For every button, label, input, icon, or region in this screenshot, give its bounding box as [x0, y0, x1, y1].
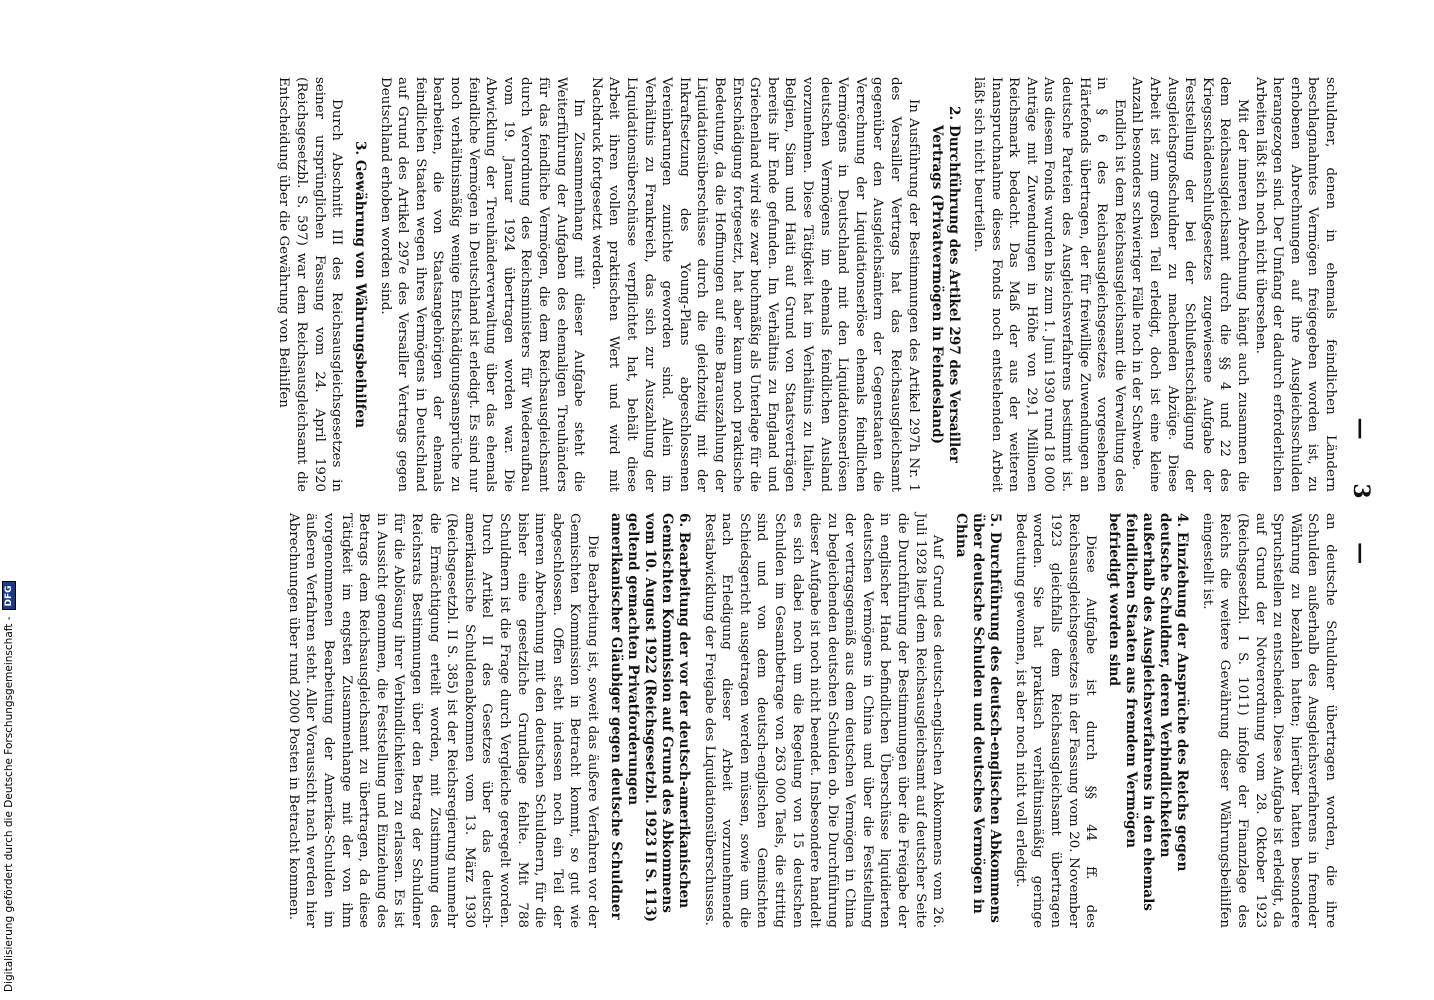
section-heading-2: 2. Durchführung des Artikel 297 des Versailler Vertrags (Privatvermögen in Feindesland): [928, 106, 962, 463]
paragraph: an deutsche Schuldner übertragen worden, die ihre Schulden außerhalb des Ausgleichsverfahrens in fremder Währung zu bezahlen hatten; hierüber hatten besondere Spruchstellen zu entscheiden. Diese Aufgabe ist erledigt, da auf Grund der Notverordnung vom 28. Oktober 1923 (Reichsgesetzbl. I S. 1011) infolge der Finanzlage des Reichs die weitere Gewährung dieser Währungsbeihilfen eingestellt ist.: [1199, 513, 1338, 928]
paragraph: Mit der inneren Abrechnung hängt auch zusammen die dem Reichsausgleichsamt durch die §§ 4 und 22 des Kriegsschädenschlußgesetzes zugewiesene Aufgabe der Feststellung der bei der Schlußentschädigung der Ausgleichsgroßschuldner zu machenden Abzüge. Diese Arbeit ist zum großen Teil erledigt, doch ist eine kleine Anzahl besonders schwieriger Fälle noch in der Schwebe.: [1129, 77, 1251, 492]
left-column: [199, 77, 1339, 492]
paragraph: schuldner, denen in ehemals feindlichen Ländern beschlagnahmtes Vermögen freigegeben worden ist, zu erhobenen Abrechnungen auf ihre Ausgleichsschulden herangezogen sind. Der Umfang der dadurch erforderlichen Arbeiten läßt sich noch nicht übersehen.: [1252, 77, 1338, 492]
section-heading-5: 5. Durchführung des deutsch-englischen Abkommens über deutsche Schulden und deutsches Vermögen in China: [953, 513, 1004, 923]
paragraph: Endlich ist dem Reichsausgleichsamt die Verwaltung des in § 6 des Reichsausgleichsgesetzes vorgesehenen Härtefonds übertragen, der für freiwillige Zuwendungen an deutsche Parteien des Ausgleichsverfahrens bestimmt ist. Aus diesem Fonds wurden bis zum 1. Juni 1930 rund 18 000 Anträge mit Zuwendungen in Höhe von 29,1 Millionen Reichsmark bedacht. Das Maß der aus der weiteren Inanspruchnahme dieses Fonds noch entstehenden Arbeit läßt sich nicht beurteilen.: [971, 77, 1127, 492]
page-number: — 3 —: [1348, 417, 1374, 583]
paragraph: Diese Aufgabe ist durch §§ 44 ff. des Reichsausgleichsgesetzes in der Fassung vom 20. November 1923 gleichfalls dem Reichsausgleichsamt übertragen worden. Sie hat praktisch verhältnismäßig geringe Bedeutung gewonnen, ist aber noch nicht voll erledigt.: [1012, 513, 1099, 928]
paragraph: Durch Abschnitt III des Reichsausgleichsgesetzes in seiner ursprünglichen Fassung vom 24. April 1920 (Reichsgesetzbl. S. 597) war dem Reichsausgleichsamt die Entscheidung über die Gewährung von Beihilfen: [276, 77, 345, 492]
right-column: [199, 513, 1339, 928]
paragraph: Die Bearbeitung ist, soweit das äußere Verfahren vor der Gemischten Kommission in Betracht kommt, so gut wie abgeschlossen. Offen steht indessen noch ein Teil der inneren Abrechnung mit den deutschen Schuldnern, für die bisher eine gesetzliche Grundlage fehlte. Mit 788 Schuldnern ist die Frage durch Vergleiche geregelt worden. Durch Artikel II des Gesetzes über das deutsch-amerikanische Schuldenabkommen vom 13. März 1930 (Reichsgesetzbl. II S. 385) ist der Reichsregierung nunmehr die Ermächtigung erteilt worden, mit Zustimmung des Reichsrats Bestimmungen über den Betrag der Schuldner für die Ablösung ihrer Verbindlichkeiten zu erlassen. Es ist in Aussicht genommen, die Feststellung und Einziehung des Betrags dem Reichsausgleichsamt zu übertragen, da diese Tätigkeit im engsten Zusammenhange mit der von ihm vorgenommenen Bearbeitung der Amerika-Schulden im äußeren Verfahren steht. Aller Voraussicht nach werden hier Abrechnungen über rund 2000 Posten in Betracht kommen.: [285, 513, 600, 928]
paragraph: In Ausführung der Bestimmungen des Artikel 297h Nr. 1 des Versailler Vertrags hat das Reichsausgleichsamt gegenüber den Ausgleichsämtern der Gegenstaaten die Verrechnung der Liquidationserlöse ehemals feindlichen Vermögens in Deutschland mit den Liquidationserlösen deutschen Vermögens im ehemals feindlichen Ausland vorzunehmen. Diese Tätigkeit hat im Verhältnis zu Italien, Belgien, Siam und Haiti auf Grund von Staatsverträgen bereits ihr Ende gefunden. Im Verhältnis zu England und Griechenland wird sie zwar buchmäßig als Unterlage für die Entschädigung fortgesetzt, hat aber kaum noch praktische Bedeutung, da die Hoffnungen auf eine Barauszahlung der Liquidationsüberschüsse durch die gleichzeitig mit der Inkraftsetzung des Young-Plans abgeschlossenen Vereinbarungen zunichte geworden sind. Allein im Verhältnis zu Frankreich, das sich zur Auszahlung der Liquidationsüberschüsse verpflichtet hat, behält diese Arbeit ihren vollen praktischen Wert und wird mit Nachdruck fortgesetzt werden.: [588, 77, 921, 492]
paragraph: Auf Grund des deutsch-englischen Abkommens vom 26. Juli 1928 liegt dem Reichsausgleichsamt auf deutscher Seite die Durchführung der Bestimmungen über die Freigabe der in englischer Hand befindlichen Überschüsse liquidierten deutschen Vermögens in China und über die Feststellung der vertragsgemäß aus dem deutschen Vermögen in China zu begleichenden deutschen Schulden ob. Die Durchführung dieser Aufgabe ist noch nicht beendet. Insbesondere handelt es sich dabei noch um die Regelung von 15 deutschen Schulden im Gesamtbetrage von 263 000 Taels, die strittig sind und von dem deutsch-englischen Gemischten Schiedsgericht ausgetragen werden müssen, sowie um die nach Erledigung dieser Arbeit vorzunehmende Restabwicklung der Freigabe des Liquidationsüberschusses.: [701, 513, 946, 928]
paragraph: Im Zusammenhang mit dieser Aufgabe steht die Weiterführung der Aufgaben des ehemaligen Treuhänders für das feindliche Vermögen, die dem Reichsausgleichsamt durch Verordnung des Reichsministers für Wiederaufbau vom 19. Januar 1924 übertragen worden war. Die Abwicklung der Treuhänderverwaltung über das ehemals feindliche Vermögen in Deutschland ist erledigt. Es sind nur noch verhältnismäßig wenige Entschädigungsansprüche zu bearbeiten, die von Staatsangehörigen der ehemals feindlichen Staaten wegen ihres Vermögens in Deutschland auf Grund des Artikel 297e des Versailler Vertrags gegen Deutschland erhoben worden sind.: [377, 77, 587, 492]
section-heading-4: 4. Einziehung der Ansprüche des Reichs gegen deutsche Schuldner, deren Verbindlichkeiten außerhalb des Ausgleichsverfahrens in den ehemals feindlichen Staaten aus fremdem Vermögen befriedigt worden sind: [1106, 513, 1191, 911]
digitization-credit: [0, 0, 14, 1000]
credit-text: Digitalisierung gefördert durch die Deutsche Forschungsgemeinschaft -: [3, 616, 15, 992]
section-heading-3: 3. Gewährung von Währungsbeihilfen: [352, 140, 369, 429]
section-heading-6: 6. Bearbeitung der vor der deutsch-amerikanischen Gemischten Kommission auf Grund des Abkommens vom 10. August 1922 (Reichsgesetzbl. 1923 II S. 113) geltend gemachten Privatforderungen amerikanischer Gläubiger gegen deutsche Schuldner: [607, 513, 692, 923]
dfg-logo-icon: DFG: [2, 581, 16, 610]
